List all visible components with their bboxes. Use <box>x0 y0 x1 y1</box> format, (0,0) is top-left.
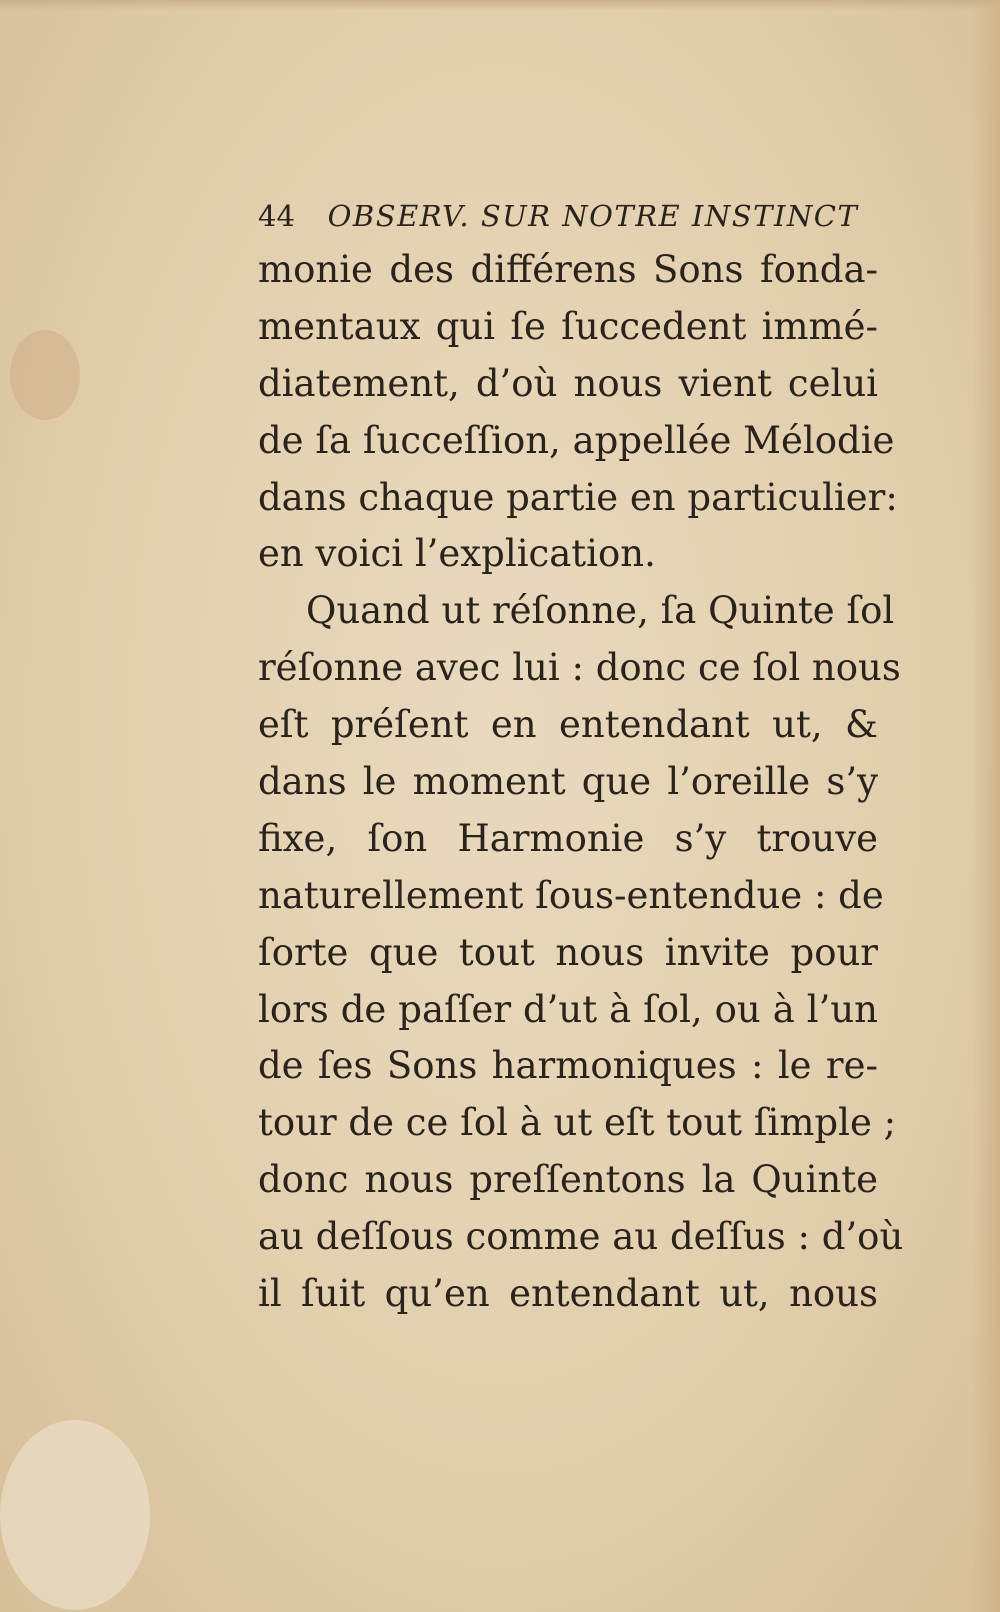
text-line: fixe, ſon Harmonie s’y trouve <box>258 816 878 860</box>
book-page-text <box>258 190 904 1323</box>
text-line: Quand ut réſonne, ſa Quinte ſol <box>306 589 895 633</box>
text-line: de ſes Sons harmoniques : le re- <box>258 1044 878 1088</box>
page-right-edge <box>972 0 1000 1612</box>
text-line: mentaux qui ſe ſuccedent immé- <box>258 304 878 348</box>
text-line: dans le moment que l’oreille s’y <box>258 760 878 804</box>
text-line: eſt préſent en entendant ut, & <box>258 703 878 747</box>
text-line: diatement, d’où nous vient celui <box>258 361 878 405</box>
text-line: naturellement ſous-entendue : de <box>258 873 884 917</box>
paper-stain <box>0 1420 150 1610</box>
text-line: il ſuit qu’en entendant ut, nous <box>258 1272 878 1316</box>
paragraph-1 <box>258 242 898 583</box>
running-head <box>258 190 878 242</box>
paragraph-2 <box>258 583 904 1323</box>
text-line: donc nous preſſentons la Quinte <box>258 1158 878 1202</box>
page-top-shadow <box>0 0 1000 10</box>
text-line: de ſa ſucceſſion, appellée Mélodie <box>258 418 895 462</box>
text-line: réſonne avec lui : donc ce ſol nous <box>258 646 901 690</box>
text-line: ſorte que tout nous invite pour <box>258 930 878 974</box>
running-head-title: OBSERV. SUR NOTRE INSTINCT <box>327 199 859 233</box>
paper-stain <box>10 330 80 420</box>
text-line: dans chaque partie en particulier: <box>258 475 898 519</box>
text-line: tour de ce ſol à ut eſt tout ſimple ; <box>258 1101 897 1145</box>
text-line: en voici l’explication. <box>258 532 656 576</box>
page-number: 44 <box>258 199 295 233</box>
text-line: au deſſous comme au deſſus : d’où <box>258 1215 904 1259</box>
text-line: lors de paſſer d’ut à ſol, ou à l’un <box>258 987 878 1031</box>
text-line: monie des différens Sons fonda- <box>258 248 878 291</box>
